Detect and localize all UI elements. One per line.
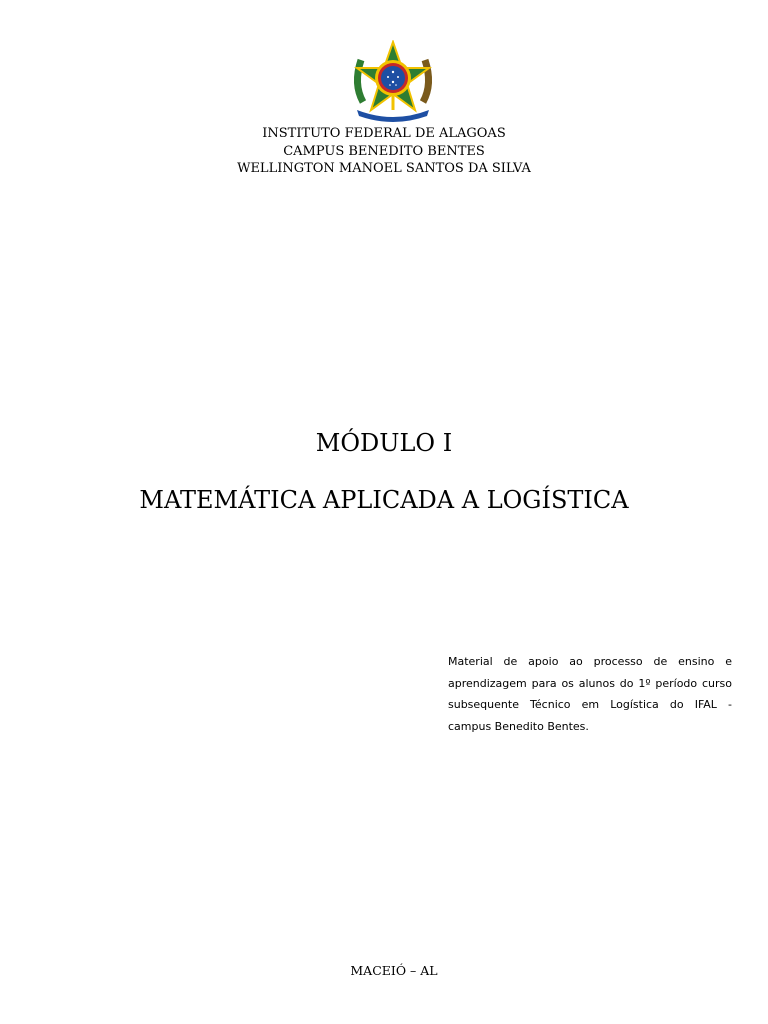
subject-title: MATEMÁTICA APLICADA A LOGÍSTICA <box>139 486 629 514</box>
campus-name: CAMPUS BENEDITO BENTES <box>283 143 485 159</box>
abstract-text: Material de apoio ao processo de ensino e aprendizagem para os alunos do 1º período curso subsequente Técnico em Logística do IFAL - campus Benedito Bentes. <box>448 655 732 733</box>
document-header <box>0 125 768 178</box>
city-footer: MACEIÓ – AL <box>350 963 438 978</box>
institution-name: INSTITUTO FEDERAL DE ALAGOAS <box>262 126 506 141</box>
document-title <box>0 420 768 515</box>
brazil-coat-of-arms-icon <box>349 40 437 122</box>
author-name: WELLINGTON MANOEL SANTOS DA SILVA <box>237 161 531 176</box>
module-title: MÓDULO I <box>315 429 453 457</box>
